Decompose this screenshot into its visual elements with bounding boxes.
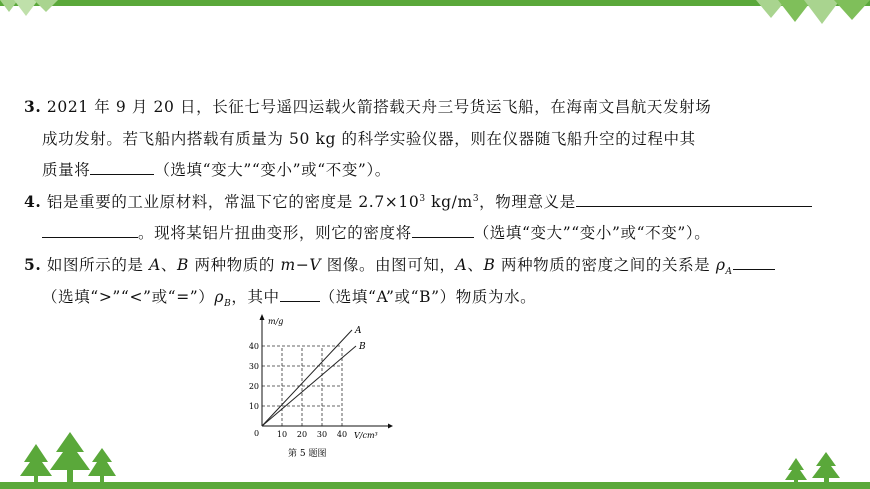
question-5-text-1-mid: 两种物质的 — [188, 256, 281, 274]
x-tick-label: 10 — [276, 430, 288, 439]
top-left-triangles — [0, 0, 70, 20]
question-5-symbol-a: A — [149, 256, 161, 274]
series-label-B: B — [359, 342, 366, 352]
question-5-separator: 、 — [160, 256, 177, 274]
question-3-line-1 — [24, 95, 711, 117]
chart-series — [262, 326, 366, 426]
question-4-meaning-blank-a[interactable] — [576, 192, 812, 207]
series-line-A — [262, 330, 352, 426]
question-5-separator-2: 、 — [467, 256, 484, 274]
question-5-relation-blank[interactable] — [733, 255, 775, 270]
question-4-density-blank[interactable] — [412, 223, 474, 238]
question-4-exponent: 3 — [419, 193, 426, 204]
question-5-symbol-b-2: B — [483, 256, 496, 274]
y-axis-arrow — [260, 314, 265, 320]
top-border-bar — [0, 0, 870, 6]
question-3-number: 3. — [24, 97, 42, 116]
question-5-symbol-a-2: A — [455, 256, 468, 274]
y-tick-label: 40 — [248, 342, 259, 351]
question-5-text-1-mid3: 两种物质的密度之间的关系是 — [495, 256, 716, 274]
question-5-text-2-post: （选填“A”或“B”）物质为水。 — [319, 288, 537, 306]
x-tick-label: 20 — [296, 430, 308, 439]
question-5-symbol-b: B — [176, 256, 189, 274]
question-4-text-2-pre: 。现将某铝片扭曲变形，则它的密度将 — [138, 224, 412, 242]
x-axis-label: V/cm³ — [354, 431, 378, 440]
x-tick-label: 30 — [316, 430, 328, 439]
y-axis-label: m/g — [268, 317, 284, 326]
y-tick-label: 10 — [248, 402, 259, 411]
question-3-line-2 — [42, 127, 696, 149]
question-4-unit-exponent: 3 — [472, 193, 480, 204]
top-right-triangles — [756, 0, 870, 26]
question-5-text-2-pre: （选填“>”“<”或“=”） — [42, 288, 215, 306]
question-5-rho-b: ρ — [214, 288, 225, 306]
y-tick-label: 30 — [248, 362, 259, 371]
question-4-text-2-post: （选填“变大”“变小”或“不变”）。 — [473, 224, 711, 242]
question-4-text-1-post: ，物理意义是 — [479, 193, 576, 211]
question-4-number: 4. — [24, 192, 42, 211]
mv-graph — [248, 312, 398, 462]
question-4-unit: kg/m — [425, 193, 473, 211]
question-4-line-2 — [42, 221, 710, 243]
question-5-text-1-pre: 如图所示的是 — [46, 256, 150, 274]
question-5-rho-a: ρ — [715, 256, 726, 274]
x-axis-arrow — [388, 424, 393, 429]
question-3-text-3-pre: 质量将 — [42, 161, 91, 179]
question-3-text-2: 成功发射。若飞船内搭载有质量为 50 kg 的科学实验仪器，则在仪器随飞船升空的过程中其 — [42, 130, 696, 148]
question-4-meaning-blank-b[interactable] — [42, 223, 138, 238]
question-5-line-1 — [24, 253, 775, 277]
question-4-text-1-pre: 铝是重要的工业原材料，常温下它的密度是 2.7×10 — [46, 193, 420, 211]
question-3-text-3-post: （选填“变大”“变小”或“不变”）。 — [154, 161, 391, 179]
question-5-text-1-mid2: 图像。由图可知， — [321, 256, 456, 274]
question-5-rho-b-subscript: B — [224, 299, 232, 310]
origin-label: 0 — [254, 429, 260, 438]
y-tick-label: 20 — [248, 382, 259, 391]
trees-left — [18, 430, 118, 484]
bottom-border-bar — [0, 482, 870, 489]
question-5-line-2 — [42, 285, 536, 309]
x-tick-label: 40 — [336, 430, 348, 439]
trees-right — [780, 452, 850, 486]
question-5-water-blank[interactable] — [280, 287, 320, 302]
question-5-rho-a-subscript: A — [725, 267, 733, 278]
question-3-text-1: 2021 年 9 月 20 日，长征七号遥四运载火箭搭载天舟三号货运飞船，在海南文昌航天发射场 — [46, 98, 712, 116]
question-5-mv: m−V — [280, 256, 322, 274]
figure-caption: 第 5 题图 — [288, 449, 327, 459]
question-5-number: 5. — [24, 255, 42, 274]
question-3-line-3 — [42, 158, 391, 180]
question-5-text-2-mid: ，其中 — [231, 288, 280, 306]
series-label-A: A — [355, 326, 362, 336]
question-3-answer-blank[interactable] — [90, 160, 154, 175]
question-4-line-1 — [24, 190, 812, 212]
chart-grid — [262, 346, 342, 426]
